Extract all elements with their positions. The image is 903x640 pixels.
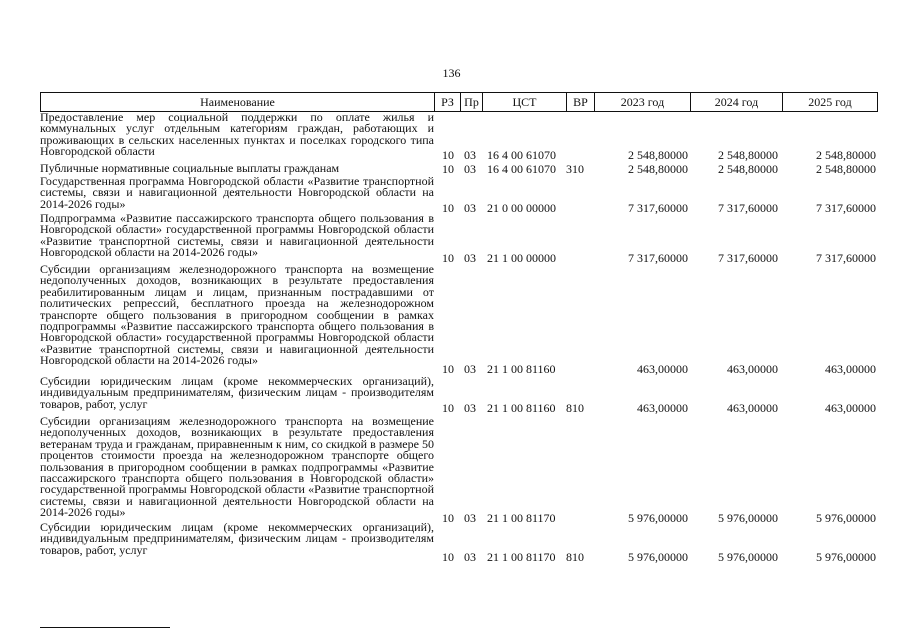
row-rz: 10: [442, 148, 454, 162]
row-pr: 03: [464, 148, 476, 162]
row-name: Субсидии юридическим лицам (кроме некоммерческих организаций), индивидуальным предпринимателям, физическим лицам - производителям товаров, работ, услуг: [40, 520, 434, 557]
row-cst: 21 1 00 00000: [487, 251, 556, 265]
row-pr: 03: [464, 162, 476, 176]
row-pr: 03: [464, 201, 476, 215]
row-name: Подпрограмма «Развитие пассажирского транспорта общего пользования в Новгородской области» государственной программы Новгородской области «Развитие транспортной системы, связи и навигационной деятельности Новгородской области на 2014-2026 годы»: [40, 211, 434, 260]
row-2024: 5 976,00000: [718, 511, 778, 525]
footnote-separator: [40, 627, 170, 628]
row-cst: 16 4 00 61070: [487, 148, 556, 162]
row-name: Публичные нормативные социальные выплаты гражданам: [40, 161, 340, 175]
row-rz: 10: [442, 201, 454, 215]
row-pr: 03: [464, 362, 476, 376]
row-cst: 21 1 00 81170: [487, 511, 556, 525]
row-2024: 463,00000: [727, 362, 778, 376]
row-2023: 2 548,80000: [628, 162, 688, 176]
row-2023: 7 317,60000: [628, 201, 688, 215]
row-vr: 810: [566, 550, 584, 564]
row-2024: 2 548,80000: [718, 148, 778, 162]
row-rz: 10: [442, 251, 454, 265]
header-vr: ВР: [567, 93, 595, 111]
table-row: [40, 522, 878, 572]
row-2025: 463,00000: [825, 362, 876, 376]
header-pr: Пр: [461, 93, 483, 111]
table-header: [40, 92, 878, 112]
header-2024: 2024 год: [691, 93, 783, 111]
table-row: [40, 414, 878, 525]
row-cst: 21 1 00 81160: [487, 362, 556, 376]
row-2025: 7 317,60000: [816, 251, 876, 265]
row-rz: 10: [442, 401, 454, 415]
row-vr: 810: [566, 401, 584, 415]
row-2025: 2 548,80000: [816, 162, 876, 176]
row-name: Субсидии юридическим лицам (кроме некоммерческих организаций), индивидуальным предпринимателям, физическим лицам - производителям товаров, работ, услуг: [40, 374, 434, 411]
table-row: [40, 376, 878, 414]
row-2025: 5 976,00000: [816, 511, 876, 525]
row-2024: 7 317,60000: [718, 251, 778, 265]
row-pr: 03: [464, 251, 476, 265]
header-2025: 2025 год: [808, 95, 852, 109]
header-cst: ЦСТ: [483, 93, 567, 111]
row-2025: 463,00000: [825, 401, 876, 415]
row-vr: 310: [566, 162, 584, 176]
row-cst: 21 0 00 00000: [487, 201, 556, 215]
header-name: Наименование: [41, 93, 435, 111]
table-row: [40, 174, 878, 215]
table-row: [40, 264, 878, 375]
table-row: [40, 213, 878, 263]
row-2024: 2 548,80000: [718, 162, 778, 176]
row-cst: 21 1 00 81160: [487, 401, 556, 415]
row-rz: 10: [442, 550, 454, 564]
row-name: Субсидии организациям железнодорожного транспорта на возмещение недополученных доходов, возникающих в результате предоставления ветеранам труда и гражданам, приравненным к ним, со скидкой в размере 50 процентов стоимости проезда на железнодорожном транспорте общего пользования в пригородном сообщении в рамках подпрограммы «Развитие пассажирского транспорта общего пользования в Новгородской области» государственной программы Новгородской области «Развитие транспортной системы, связи и навигационной деятельности Новгородской области на 2014-2026 годы»: [40, 414, 434, 520]
row-2023: 7 317,60000: [628, 251, 688, 265]
row-2023: 5 976,00000: [628, 550, 688, 564]
header-2023: 2023 год: [595, 93, 691, 111]
row-rz: 10: [442, 362, 454, 376]
row-2023: 463,00000: [637, 362, 688, 376]
row-name: Субсидии организациям железнодорожного транспорта на возмещение недополученных доходов, возникающих в результате предоставления реабилитированным лицам и лицам, признанным пострадавшими от политических репрессий, бесплатного проезда на железнодорожном транспорте общего пользования в пригородном сообщении в рамках подпрограммы «Развитие пассажирского транспорта общего пользования в Новгородской области» государственной программы Новгородской области «Развитие транспортной системы, связи и навигационной деятельности Новгородской области на 2014-2026 годы»: [40, 262, 434, 368]
row-cst: 21 1 00 81170: [487, 550, 556, 564]
row-2024: 5 976,00000: [718, 550, 778, 564]
row-2023: 2 548,80000: [628, 148, 688, 162]
row-pr: 03: [464, 550, 476, 564]
row-cst: 16 4 00 61070: [487, 162, 556, 176]
row-2025: 5 976,00000: [816, 550, 876, 564]
row-name: Государственная программа Новгородской области «Развитие транспортной системы, связи и навигационной деятельности Новгородской области на 2014-2026 годы»: [40, 174, 434, 211]
row-name: Предоставление мер социальной поддержки по оплате жилья и коммунальных услуг отдельным категориям граждан, работающих и проживающих в сельских населенных пунктах и поселках городского типа Новгородской области: [40, 110, 434, 159]
table-row: [40, 112, 878, 162]
row-rz: 10: [442, 511, 454, 525]
row-2025: 2 548,80000: [816, 148, 876, 162]
row-2023: 5 976,00000: [628, 511, 688, 525]
row-2025: 7 317,60000: [816, 201, 876, 215]
header-rz: РЗ: [435, 93, 461, 111]
page-number: 136: [442, 66, 461, 80]
row-2024: 7 317,60000: [718, 201, 778, 215]
row-rz: 10: [442, 162, 454, 176]
row-pr: 03: [464, 401, 476, 415]
row-pr: 03: [464, 511, 476, 525]
row-2024: 463,00000: [727, 401, 778, 415]
row-2023: 463,00000: [637, 401, 688, 415]
